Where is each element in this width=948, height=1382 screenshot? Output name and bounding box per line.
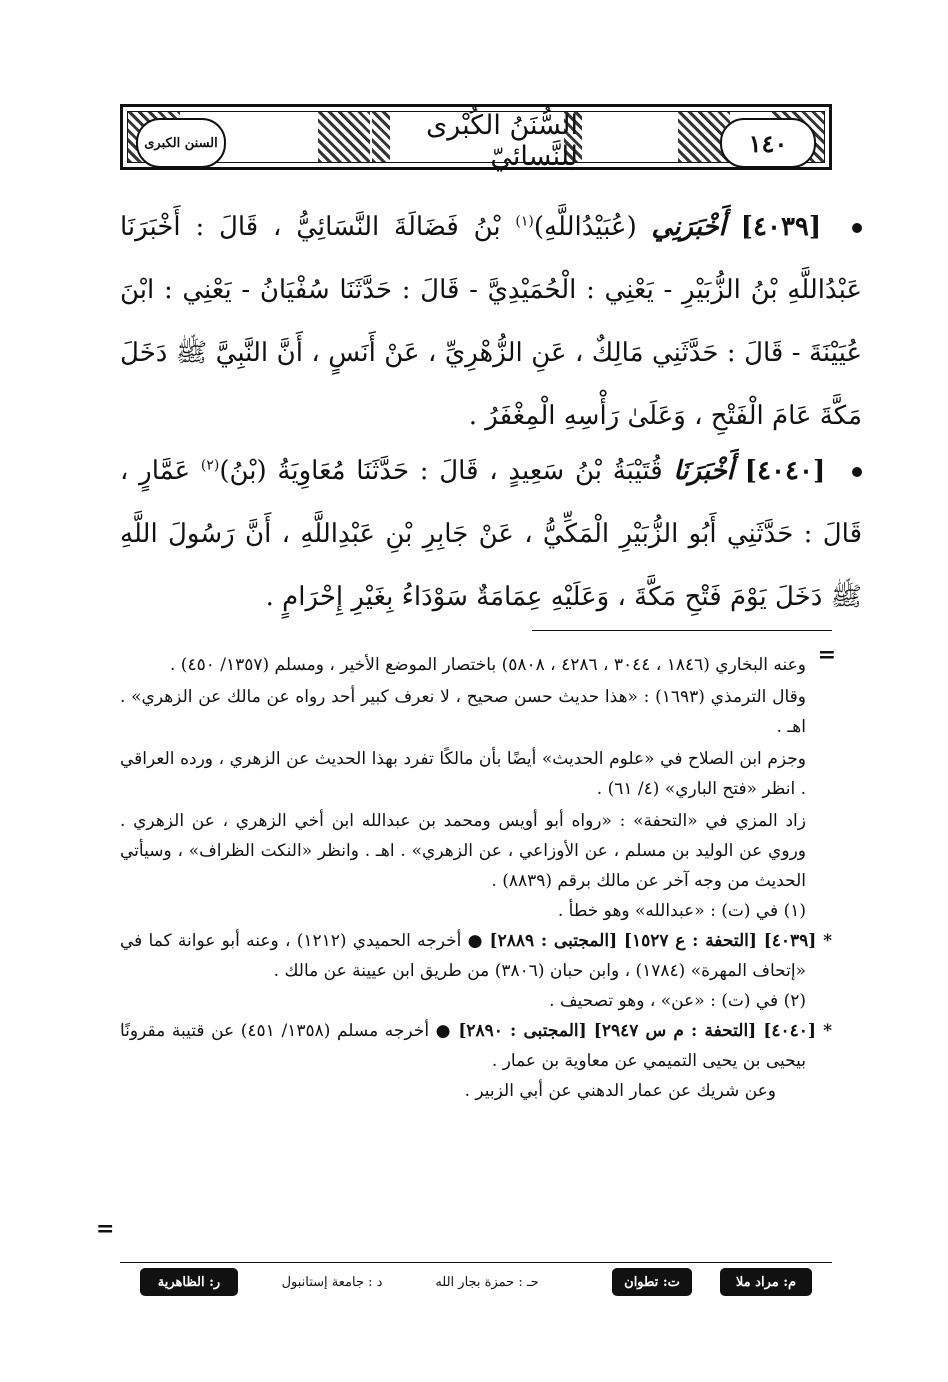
- footnote-ref-bold: * [٤٠٤٠] [التحفة : م س ٢٩٤٧] [المجتبى : ٢٨٩٠]: [458, 1021, 833, 1041]
- footer-manuscript-m: م: مراد ملا: [720, 1268, 812, 1296]
- footnote-line: زاد المزي في «التحفة» : «رواه أبو أويس ومحمد بن عبدالله ابن أخي الزهري ، عن الزهري . وروي عن الوليد بن مسلم ، عن الأوزاعي ، عن الزهري» . اهـ . وانظر «النكت الظراف» ، وسيأتي الحديث من وجه آخر عن مالك برقم (٨٨٣٩) .: [120, 811, 806, 891]
- footer-rule: [120, 1262, 832, 1263]
- bullet-icon: [852, 223, 862, 233]
- book-emblem-text: السنن الكبرى: [144, 135, 218, 151]
- footnote-line: وقال الترمذي (١٦٩٣) : «هذا حديث حسن صحيح ، لا نعرف كبير أحد رواه عن مالك عن الزهري» . اهـ .: [120, 687, 806, 737]
- hadith-lead: أَخْبَرَنِي: [651, 212, 726, 242]
- hadith-text-b: بْنُ فَضَالَةَ النَّسَائِيُّ ، قَالَ : أَخْبَرَنَا عَبْدُاللَّهِ بْنُ الزُّبَيْرِ - يَعْنِي : الْحُمَيْدِيَّ - قَالَ : حَدَّثَنَا سُفْيَانُ - يَعْنِي : ابْنَ عُيَيْنَةَ - قَالَ : حَدَّثَنِي مَالِكٌ ، عَنِ الزُّهْرِيِّ ، عَنْ أَنَسٍ ، أَنَّ النَّبِيَّ ﷺ دَخَلَ مَكَّةَ عَامَ الْفَتْحِ ، وَعَلَىٰ رَأْسِهِ الْمِغْفَرُ .: [120, 212, 862, 431]
- hadith-lead: أَخْبَرَنَا: [673, 456, 735, 486]
- ornament-title-left: [372, 112, 390, 162]
- book-emblem: [136, 118, 226, 168]
- footnote-text: ● أخرجه مسلم (١٣٥٨/ ٤٥١) عن قتيبة مقرونًا بيحيى بن يحيى التميمي عن معاوية بن عمار .: [120, 1021, 806, 1071]
- header-banner: [120, 104, 832, 170]
- hadith-4040: [120, 440, 862, 629]
- footnote-marker[interactable]: (٢): [200, 457, 220, 474]
- hadith-text-b: عَمَّارٍ ، قَالَ : حَدَّثَنِي أَبُو الزُّبَيْرِ الْمَكِّيُّ ، عَنْ جَابِرِ بْنِ عَبْدِاللَّهِ ، أَنَّ رَسُولَ اللَّهِ ﷺ دَخَلَ يَوْمَ فَتْحِ مَكَّةَ ، وَعَلَيْهِ عِمَامَةٌ سَوْدَاءُ بِغَيْرِ إِحْرَامٍ .: [120, 456, 862, 612]
- footnote-line: وعنه البخاري (١٨٤٦ ، ٣٠٤٤ ، ٤٢٨٦ ، ٥٨٠٨) باختصار الموضع الأخير ، ومسلم (١٣٥٧/ ٤٥٠) .: [169, 655, 806, 675]
- hadith-4039: [120, 196, 862, 448]
- book-title: السُّنَنُ الكُبْرى لِلنَّسائيّ: [426, 110, 578, 172]
- footer-manuscript-r: ر: الظاهرية: [140, 1268, 238, 1296]
- end-continuation-mark: =: [96, 1216, 115, 1242]
- hadith-number: [٤٠٤٠]: [744, 456, 826, 486]
- footnote-text: ● أخرجه الحميدي (١٢١٢) ، وعنه أبو عوانة كما في «إتحاف المهرة» (١٧٨٤) ، وابن حبان (٣٨٠٦) من طريق ابن عيينة عن مالك .: [120, 931, 806, 981]
- footnote-line: (١) في (ت) : «عبدالله» وهو خطأ .: [557, 901, 806, 921]
- footnote-marker[interactable]: (١): [515, 213, 534, 230]
- footer-manuscript-t: ت: تطوان: [612, 1268, 692, 1296]
- banner-frame: [127, 110, 825, 172]
- page-number: [720, 118, 816, 168]
- footnote-line: [120, 1016, 832, 1076]
- hadith-text-a: قُتَيْبَةُ بْنُ سَعِيدٍ ، قَالَ : حَدَّثَنَا مُعَاوِيَةُ (بْنُ): [219, 456, 663, 486]
- footnotes: [120, 650, 832, 1106]
- page-number-text: ١٤٠: [748, 128, 788, 158]
- footnote-ref-bold: * [٤٠٣٩] [التحفة : ع ١٥٢٧] [المجتبى : ٢٨٨٩]: [489, 931, 832, 951]
- footnote-line: وجزم ابن الصلاح في «علوم الحديث» أيضًا بأن مالكًا تفرد بهذا الحديث عن الزهري ، ورده العراقي . انظر «فتح الباري» (٤/ ٦١) .: [120, 749, 806, 799]
- hadith-number: [٤٠٣٩]: [740, 212, 822, 242]
- footnote-line: [120, 926, 832, 986]
- footer-manuscript-d: د : جامعة إستانبول: [281, 1274, 383, 1290]
- footnote-line: (٢) في (ت) : «عن» ، وهو تصحيف .: [549, 991, 806, 1011]
- ornament-left-inner: [318, 112, 370, 162]
- footer-manuscript-h: حـ : حمزة بجار الله: [435, 1274, 539, 1290]
- continuation-mark: =: [817, 642, 836, 668]
- bullet-icon: [852, 467, 862, 477]
- hadith-text-a: (عُبَيْدُاللَّهِ): [533, 212, 637, 242]
- footnote-line: وعن شريك عن عمار الدهني عن أبي الزبير .: [464, 1081, 776, 1101]
- footnote-separator: [532, 630, 832, 631]
